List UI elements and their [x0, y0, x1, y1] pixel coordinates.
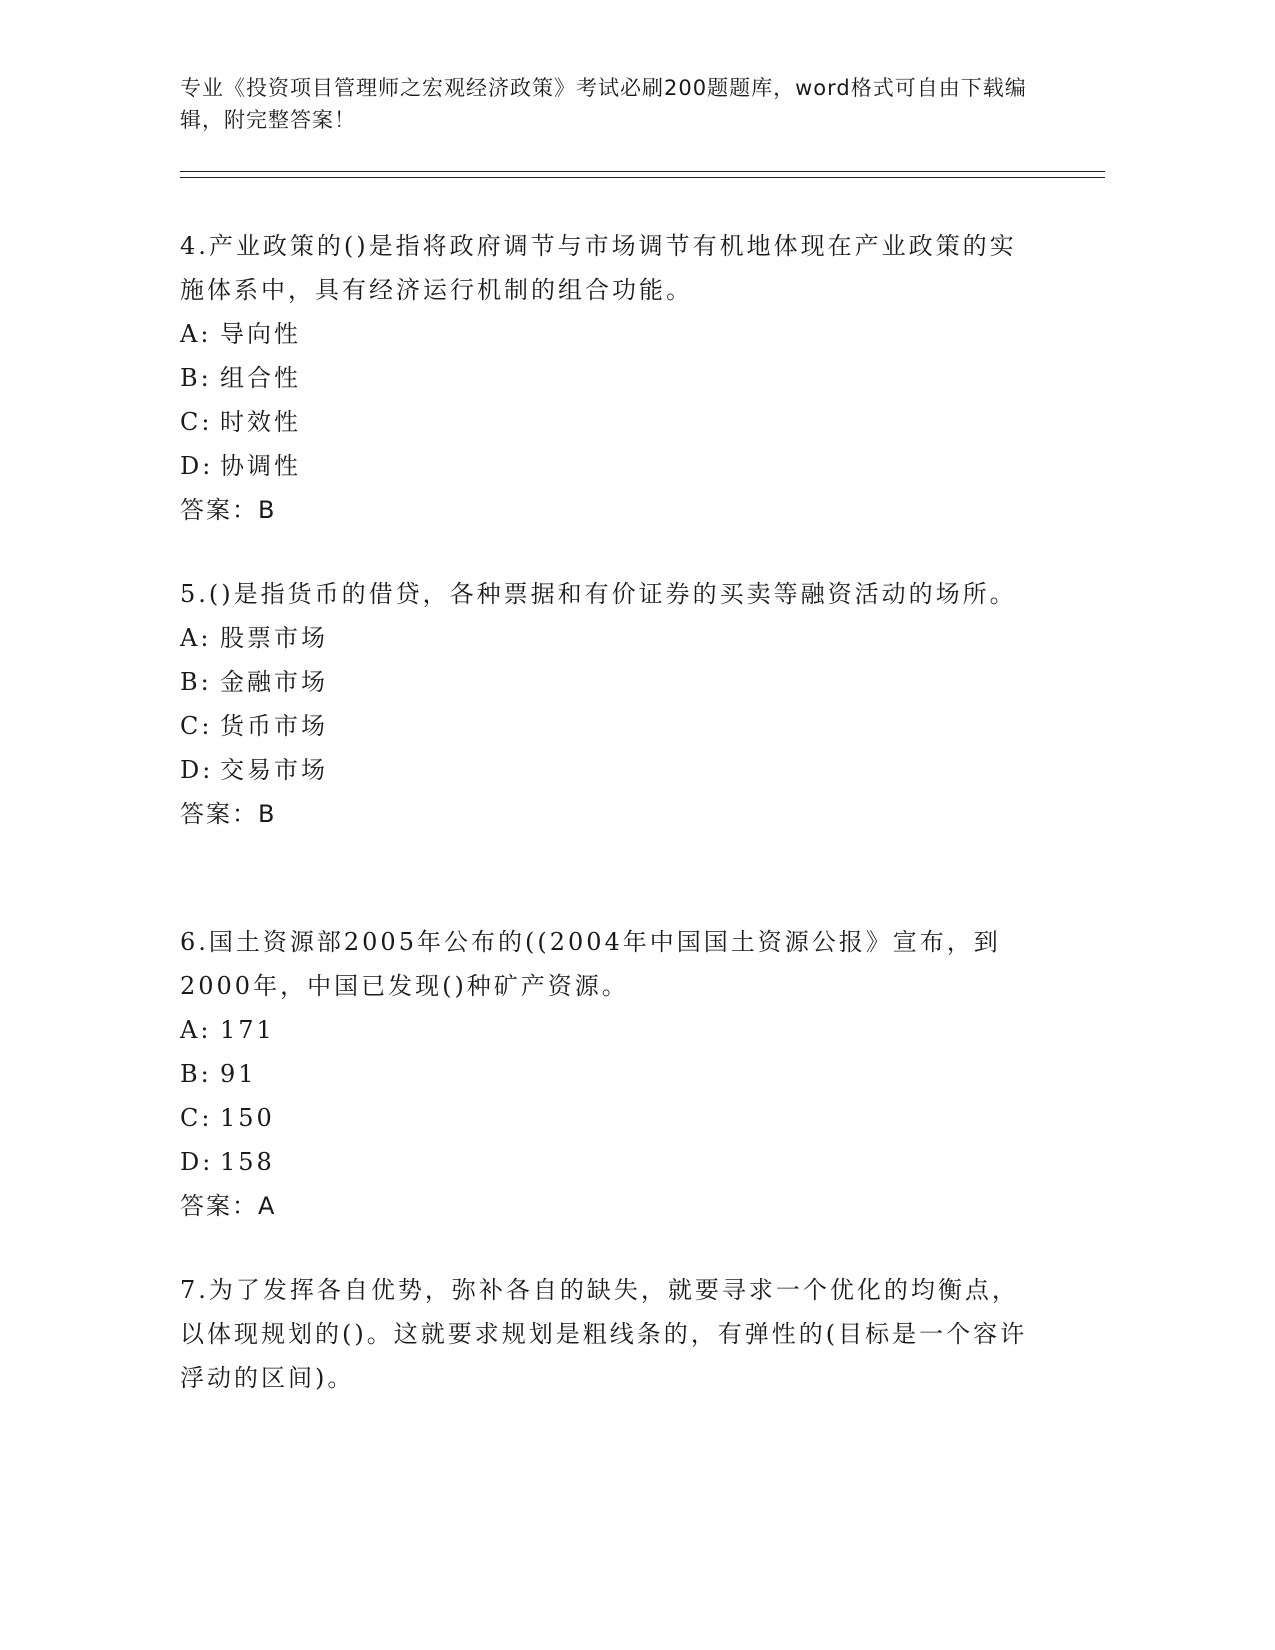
option-letter: B: [180, 1060, 212, 1088]
question-5 [180, 572, 1040, 836]
question-stem: 4.产业政策的()是指将政府调节与市场调节有机地体现在产业政策的实施体系中，具有经济运行机制的组合功能。 [180, 232, 1017, 304]
option-text: 交易市场 [220, 756, 328, 784]
option-text: 150 [220, 1104, 275, 1132]
option-text: 协调性 [220, 452, 301, 480]
option-b [180, 1052, 1040, 1096]
option-letter: C: [180, 408, 213, 436]
option-letter: C: [180, 1104, 213, 1132]
option-a [180, 312, 1040, 356]
option-letter: B: [180, 668, 212, 696]
option-letter: D: [180, 452, 214, 480]
option-text: 组合性 [220, 364, 301, 392]
option-d [180, 444, 1040, 488]
question-stem: 7.为了发挥各自优势，弥补各自的缺失，就要寻求一个优化的均衡点，以体现规划的()。这就要求规划是粗线条的，有弹性的(目标是一个容许浮动的区间)。 [180, 1276, 1028, 1392]
option-text: 91 [220, 1060, 257, 1088]
option-a [180, 616, 1040, 660]
option-text: 导向性 [220, 320, 301, 348]
option-a [180, 1008, 1040, 1052]
question-stem: 6.国土资源部2005年公布的((2004年中国国土资源公报》宣布，到2000年，中国已发现()种矿产资源。 [180, 928, 1001, 1000]
option-b [180, 660, 1040, 704]
document-header: 专业《投资项目管理师之宏观经济政策》考试必刷200题题库，word格式可自由下载编辑，附完整答案！ [180, 76, 1027, 132]
header-divider-bottom [180, 177, 1105, 178]
option-text: 171 [220, 1016, 275, 1044]
option-d [180, 748, 1040, 792]
option-c [180, 400, 1040, 444]
option-b [180, 356, 1040, 400]
option-text: 股票市场 [220, 624, 328, 652]
option-c [180, 1096, 1040, 1140]
option-letter: A: [180, 320, 212, 348]
option-letter: D: [180, 1148, 214, 1176]
answer-line: 答案：A [180, 1192, 277, 1220]
answer-line: 答案：B [180, 800, 277, 828]
option-c [180, 704, 1040, 748]
option-text: 158 [220, 1148, 275, 1176]
option-letter: A: [180, 624, 212, 652]
answer-line: 答案：B [180, 496, 277, 524]
question-6 [180, 920, 1040, 1228]
question-7 [180, 1268, 1040, 1400]
header-divider-top [180, 171, 1105, 172]
option-letter: A: [180, 1016, 212, 1044]
option-d [180, 1140, 1040, 1184]
option-letter: D: [180, 756, 214, 784]
question-stem: 5.()是指货币的借贷，各种票据和有价证券的买卖等融资活动的场所。 [180, 580, 1017, 608]
option-text: 货币市场 [220, 712, 328, 740]
option-letter: C: [180, 712, 213, 740]
question-4 [180, 224, 1040, 532]
option-letter: B: [180, 364, 212, 392]
option-text: 金融市场 [220, 668, 328, 696]
option-text: 时效性 [220, 408, 301, 436]
